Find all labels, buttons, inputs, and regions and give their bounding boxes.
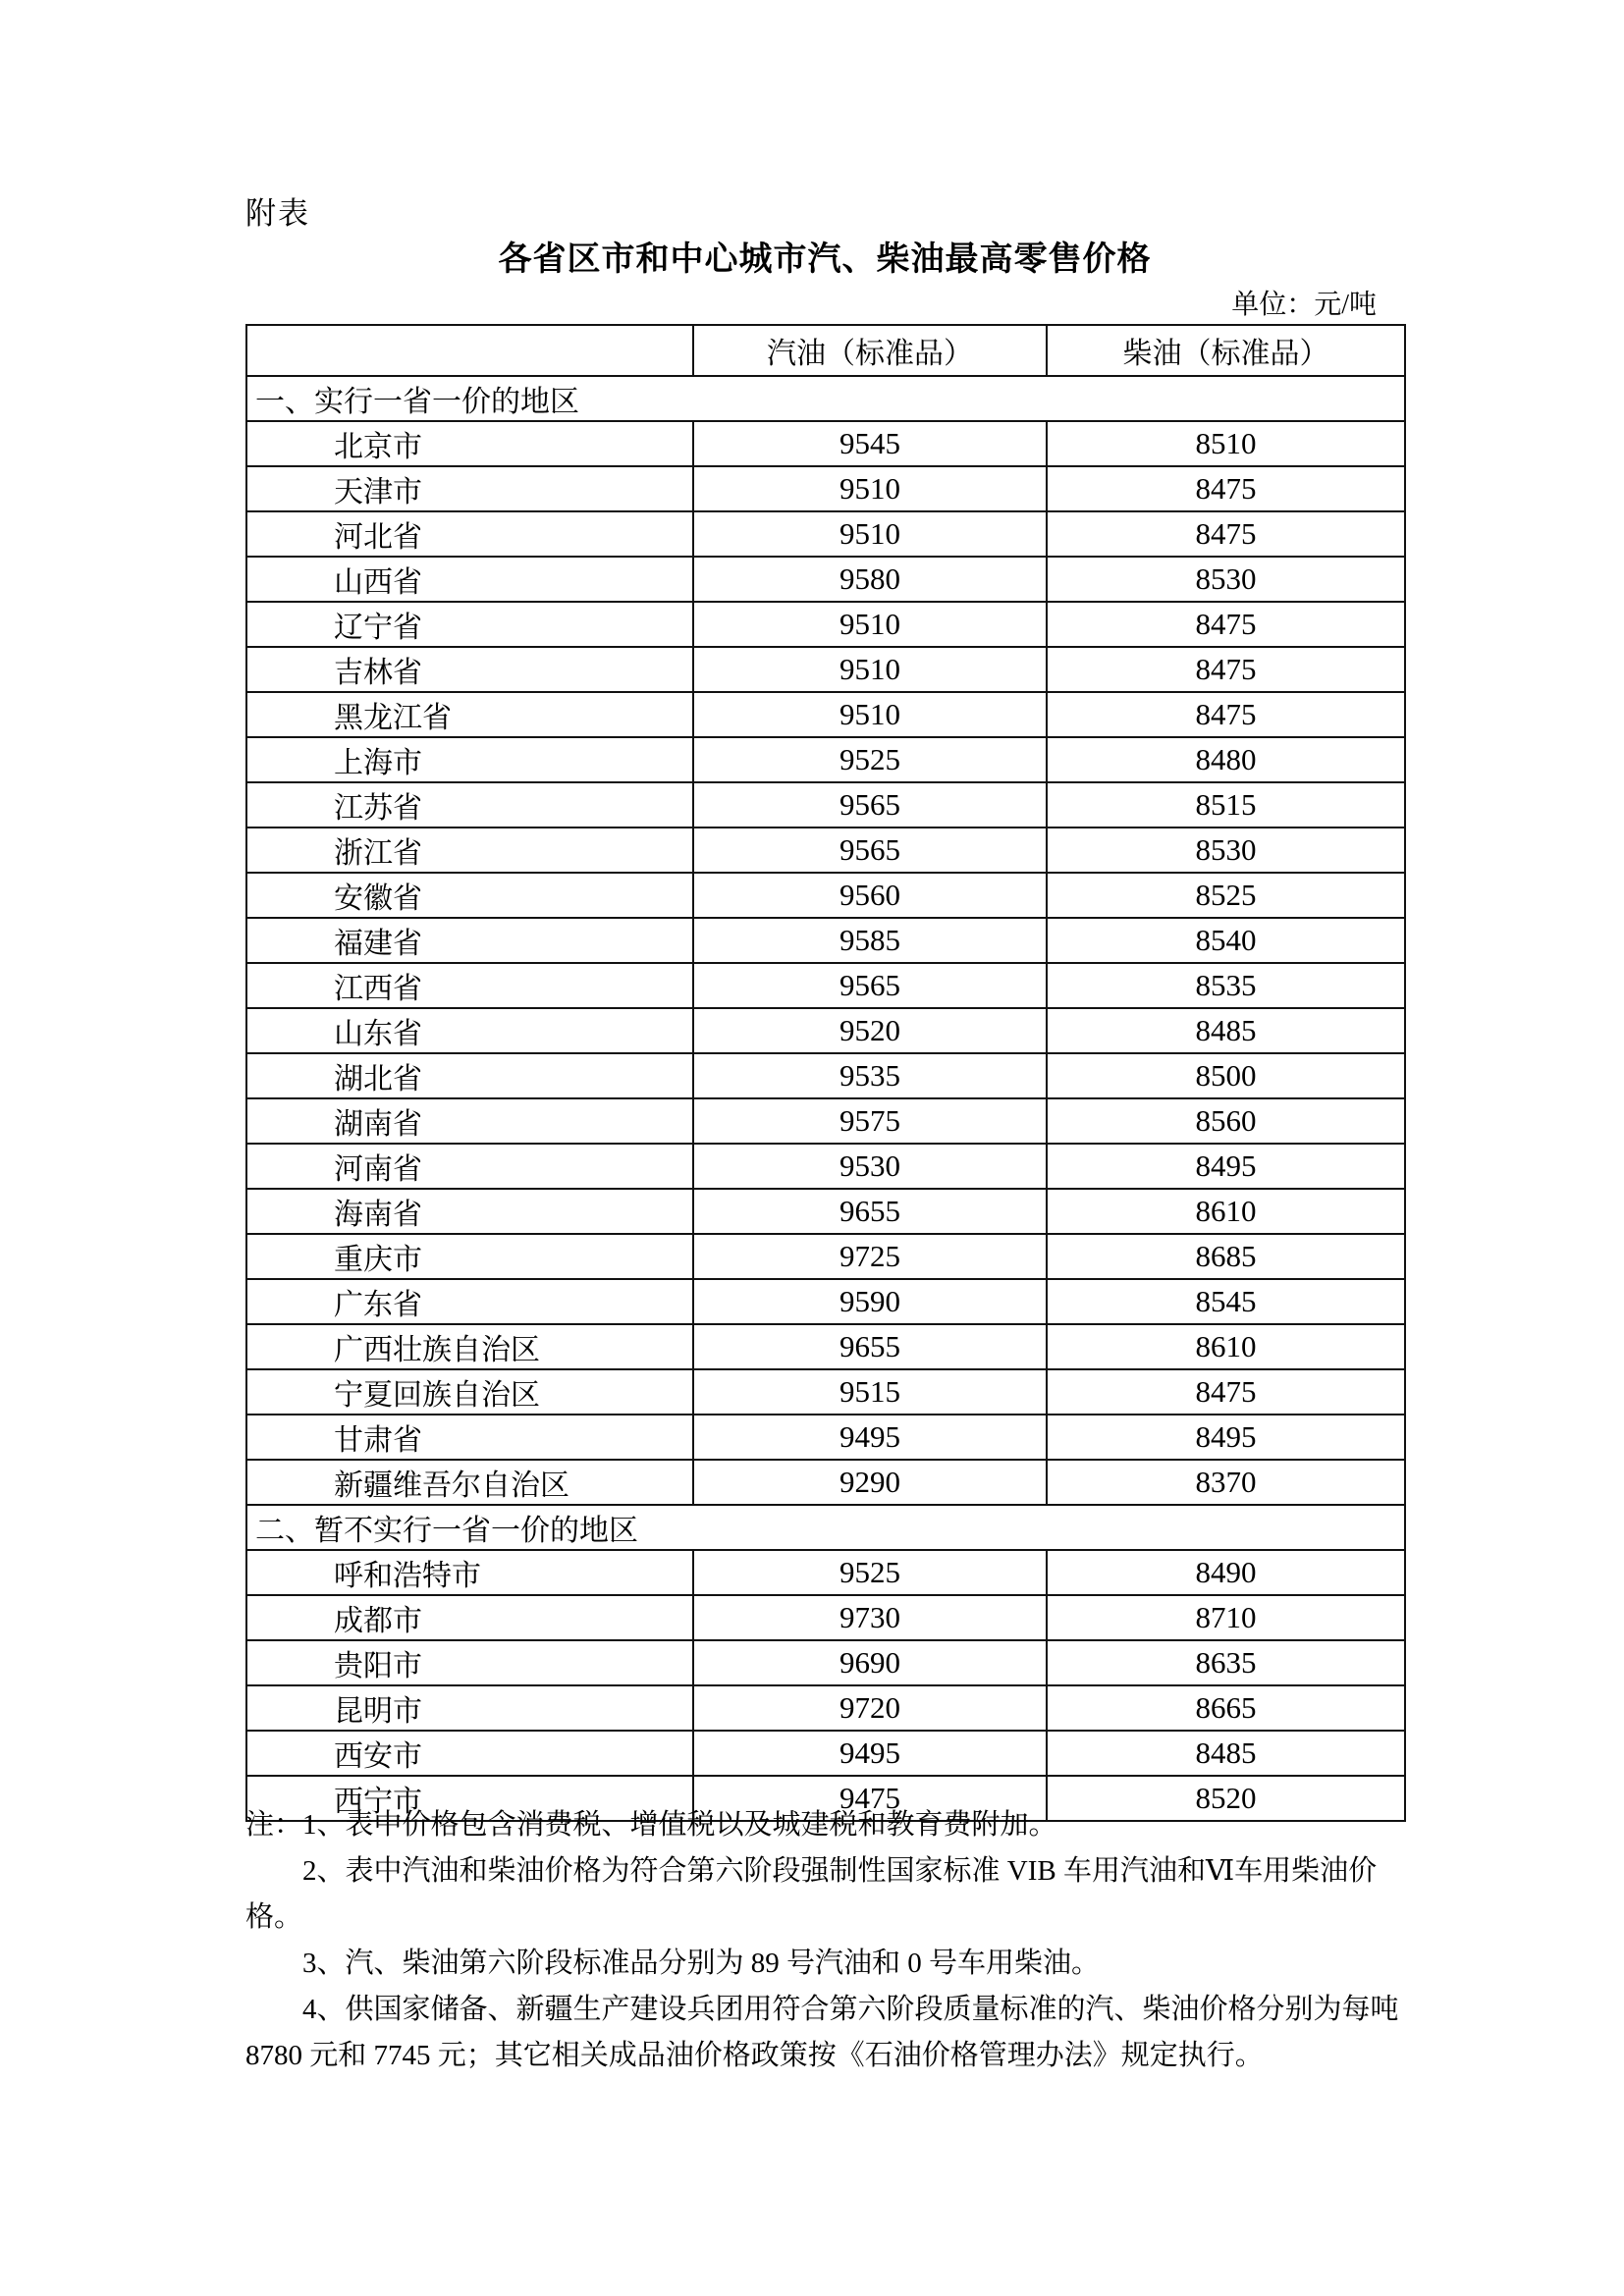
region-cell: 西安市 xyxy=(246,1731,693,1776)
table-row xyxy=(246,1640,1405,1685)
table-row xyxy=(246,1144,1405,1189)
price-table xyxy=(245,324,1406,1822)
diesel-price-cell: 8475 xyxy=(1047,466,1405,511)
region-cell: 湖南省 xyxy=(246,1098,693,1144)
diesel-price-cell: 8710 xyxy=(1047,1595,1405,1640)
region-cell: 广西壮族自治区 xyxy=(246,1324,693,1369)
gasoline-price-cell: 9565 xyxy=(693,963,1047,1008)
region-cell: 江西省 xyxy=(246,963,693,1008)
diesel-price-cell: 8485 xyxy=(1047,1008,1405,1053)
section-heading-row xyxy=(246,376,1405,421)
gasoline-price-cell: 9580 xyxy=(693,557,1047,602)
diesel-price-cell: 8530 xyxy=(1047,828,1405,873)
region-cell: 天津市 xyxy=(246,466,693,511)
gasoline-price-cell: 9510 xyxy=(693,692,1047,737)
region-cell: 北京市 xyxy=(246,421,693,466)
table-header-row xyxy=(246,325,1405,376)
table-row xyxy=(246,421,1405,466)
gasoline-price-cell: 9565 xyxy=(693,828,1047,873)
region-cell: 安徽省 xyxy=(246,873,693,918)
region-cell: 广东省 xyxy=(246,1279,693,1324)
gasoline-price-cell: 9530 xyxy=(693,1144,1047,1189)
table-row xyxy=(246,602,1405,647)
region-cell: 辽宁省 xyxy=(246,602,693,647)
diesel-price-cell: 8495 xyxy=(1047,1415,1405,1460)
region-cell: 呼和浩特市 xyxy=(246,1550,693,1595)
note-line: 2、表中汽油和柴油价格为符合第六阶段强制性国家标准 VIB 车用汽油和Ⅵ车用柴油价格。 xyxy=(245,1855,1378,1933)
gasoline-price-cell: 9545 xyxy=(693,421,1047,466)
diesel-price-cell: 8480 xyxy=(1047,737,1405,782)
diesel-price-cell: 8475 xyxy=(1047,692,1405,737)
diesel-price-cell: 8545 xyxy=(1047,1279,1405,1324)
header-region-blank xyxy=(246,325,693,376)
header-gasoline: 汽油（标准品） xyxy=(693,325,1047,376)
table-row xyxy=(246,1550,1405,1595)
gasoline-price-cell: 9585 xyxy=(693,918,1047,963)
region-cell: 西宁市 xyxy=(246,1776,693,1821)
region-cell: 上海市 xyxy=(246,737,693,782)
table-header xyxy=(246,325,1405,376)
region-cell: 昆明市 xyxy=(246,1685,693,1731)
region-cell: 重庆市 xyxy=(246,1234,693,1279)
region-cell: 贵阳市 xyxy=(246,1640,693,1685)
diesel-price-cell: 8475 xyxy=(1047,602,1405,647)
gasoline-price-cell: 9525 xyxy=(693,737,1047,782)
diesel-price-cell: 8500 xyxy=(1047,1053,1405,1098)
gasoline-price-cell: 9510 xyxy=(693,466,1047,511)
region-cell: 山东省 xyxy=(246,1008,693,1053)
gasoline-price-cell: 9520 xyxy=(693,1008,1047,1053)
section-heading-row xyxy=(246,1505,1405,1550)
region-cell: 湖北省 xyxy=(246,1053,693,1098)
gasoline-price-cell: 9565 xyxy=(693,782,1047,828)
diesel-price-cell: 8635 xyxy=(1047,1640,1405,1685)
note-line: 3、汽、柴油第六阶段标准品分别为 89 号汽油和 0 号车用柴油。 xyxy=(302,1948,1101,1979)
table-row xyxy=(246,647,1405,692)
table-row xyxy=(246,963,1405,1008)
gasoline-price-cell: 9535 xyxy=(693,1053,1047,1098)
table-row xyxy=(246,737,1405,782)
diesel-price-cell: 8515 xyxy=(1047,782,1405,828)
table-row xyxy=(246,1053,1405,1098)
table-row xyxy=(246,1685,1405,1731)
diesel-price-cell: 8560 xyxy=(1047,1098,1405,1144)
diesel-price-cell: 8490 xyxy=(1047,1550,1405,1595)
diesel-price-cell: 8475 xyxy=(1047,647,1405,692)
table-row xyxy=(246,1008,1405,1053)
table-row xyxy=(246,1731,1405,1776)
gasoline-price-cell: 9655 xyxy=(693,1189,1047,1234)
gasoline-price-cell: 9560 xyxy=(693,873,1047,918)
region-cell: 吉林省 xyxy=(246,647,693,692)
region-cell: 河南省 xyxy=(246,1144,693,1189)
gasoline-price-cell: 9590 xyxy=(693,1279,1047,1324)
table-row xyxy=(246,1098,1405,1144)
diesel-price-cell: 8510 xyxy=(1047,421,1405,466)
diesel-price-cell: 8370 xyxy=(1047,1460,1405,1505)
diesel-price-cell: 8610 xyxy=(1047,1189,1405,1234)
diesel-price-cell: 8525 xyxy=(1047,873,1405,918)
gasoline-price-cell: 9510 xyxy=(693,647,1047,692)
table-row xyxy=(246,1279,1405,1324)
section-heading: 二、暂不实行一省一价的地区 xyxy=(246,1505,1405,1550)
table-row xyxy=(246,873,1405,918)
notes-block xyxy=(245,1802,1408,2079)
gasoline-price-cell: 9655 xyxy=(693,1324,1047,1369)
table-row xyxy=(246,918,1405,963)
diesel-price-cell: 8495 xyxy=(1047,1144,1405,1189)
diesel-price-cell: 8540 xyxy=(1047,918,1405,963)
region-cell: 新疆维吾尔自治区 xyxy=(246,1460,693,1505)
table-row xyxy=(246,1324,1405,1369)
note-line: 注：1、表中价格包含消费税、增值税以及城建税和教育费附加。 xyxy=(245,1809,1057,1841)
diesel-price-cell: 8610 xyxy=(1047,1324,1405,1369)
unit-label: 单位：元/吨 xyxy=(1231,290,1377,320)
gasoline-price-cell: 9510 xyxy=(693,511,1047,557)
diesel-price-cell: 8535 xyxy=(1047,963,1405,1008)
diesel-price-cell: 8665 xyxy=(1047,1685,1405,1731)
page-title: 各省区市和中心城市汽、柴油最高零售价格 xyxy=(498,240,1152,278)
diesel-price-cell: 8520 xyxy=(1047,1776,1405,1821)
diesel-price-cell: 8485 xyxy=(1047,1731,1405,1776)
region-cell: 河北省 xyxy=(246,511,693,557)
diesel-price-cell: 8685 xyxy=(1047,1234,1405,1279)
gasoline-price-cell: 9510 xyxy=(693,602,1047,647)
gasoline-price-cell: 9475 xyxy=(693,1776,1047,1821)
table-row xyxy=(246,1595,1405,1640)
diesel-price-cell: 8475 xyxy=(1047,511,1405,557)
region-cell: 江苏省 xyxy=(246,782,693,828)
diesel-price-cell: 8475 xyxy=(1047,1369,1405,1415)
gasoline-price-cell: 9495 xyxy=(693,1415,1047,1460)
table-row xyxy=(246,1369,1405,1415)
table-body xyxy=(246,376,1405,1821)
diesel-price-cell: 8530 xyxy=(1047,557,1405,602)
note-line: 4、供国家储备、新疆生产建设兵团用符合第六阶段质量标准的汽、柴油价格分别为每吨 8780 元和 7745 元；其它相关成品油价格政策按《石油价格管理办法》规定执行。 xyxy=(245,1994,1399,2071)
gasoline-price-cell: 9575 xyxy=(693,1098,1047,1144)
region-cell: 福建省 xyxy=(246,918,693,963)
table-row xyxy=(246,782,1405,828)
table-row xyxy=(246,1415,1405,1460)
section-heading: 一、实行一省一价的地区 xyxy=(246,376,1405,421)
table-row xyxy=(246,1189,1405,1234)
gasoline-price-cell: 9725 xyxy=(693,1234,1047,1279)
table-row xyxy=(246,828,1405,873)
gasoline-price-cell: 9290 xyxy=(693,1460,1047,1505)
table-row xyxy=(246,1460,1405,1505)
region-cell: 宁夏回族自治区 xyxy=(246,1369,693,1415)
region-cell: 山西省 xyxy=(246,557,693,602)
region-cell: 黑龙江省 xyxy=(246,692,693,737)
region-cell: 甘肃省 xyxy=(246,1415,693,1460)
table-row xyxy=(246,511,1405,557)
table-row xyxy=(246,692,1405,737)
table-row xyxy=(246,466,1405,511)
gasoline-price-cell: 9515 xyxy=(693,1369,1047,1415)
gasoline-price-cell: 9495 xyxy=(693,1731,1047,1776)
region-cell: 浙江省 xyxy=(246,828,693,873)
gasoline-price-cell: 9690 xyxy=(693,1640,1047,1685)
gasoline-price-cell: 9525 xyxy=(693,1550,1047,1595)
region-cell: 成都市 xyxy=(246,1595,693,1640)
header-diesel: 柴油（标准品） xyxy=(1047,325,1405,376)
table-row xyxy=(246,1234,1405,1279)
gasoline-price-cell: 9730 xyxy=(693,1595,1047,1640)
table-row xyxy=(246,557,1405,602)
appendix-label: 附表 xyxy=(245,196,310,231)
region-cell: 海南省 xyxy=(246,1189,693,1234)
gasoline-price-cell: 9720 xyxy=(693,1685,1047,1731)
